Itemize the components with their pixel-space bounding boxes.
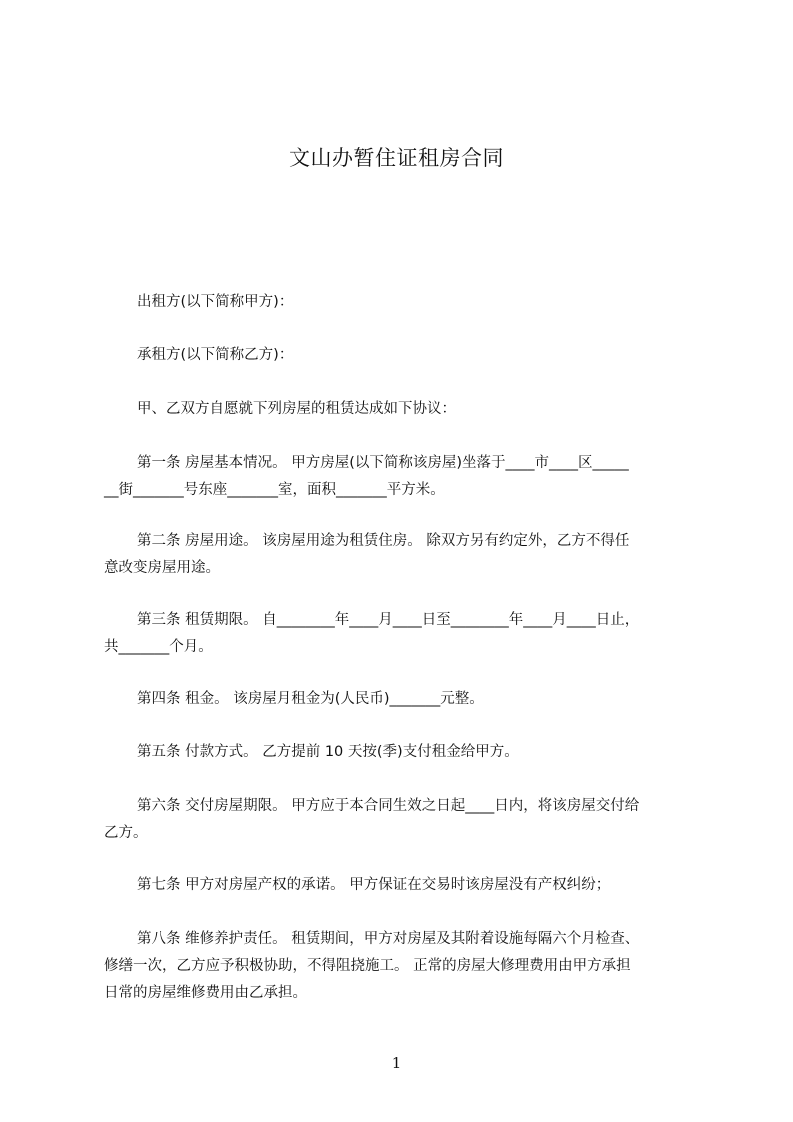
paragraph-lessor	[104, 289, 704, 316]
clause-3-lease-term	[104, 607, 704, 661]
paragraph-line: 第五条 付款方式。 乙方提前 10 天按(季)支付租金给甲方。	[137, 744, 519, 760]
paragraph-line: 意改变房屋用途。	[104, 560, 220, 576]
paragraph-lessee	[104, 342, 704, 369]
page-number: 1	[391, 1054, 402, 1072]
document-title: 文山办暂住证租房合同	[289, 146, 504, 170]
paragraph-line: 共_______个月。	[104, 639, 213, 655]
clause-4-rent	[104, 686, 704, 713]
clause-8-maintenance	[104, 926, 704, 1007]
paragraph-line: 第一条 房屋基本情况。 甲方房屋(以下简称该房屋)坐落于____市____区_____	[137, 455, 629, 471]
paragraph-line: 第二条 房屋用途。 该房屋用途为租赁住房。 除双方另有约定外，乙方不得任	[137, 533, 630, 549]
clause-5-payment	[104, 739, 704, 766]
clause-6-delivery	[104, 793, 704, 847]
paragraph-line: 日常的房屋维修费用由乙承担。	[104, 985, 307, 1001]
paragraph-line: 第七条 甲方对房屋产权的承诺。 甲方保证在交易时该房屋没有产权纠纷；	[137, 877, 611, 893]
paragraph-line: __街_______号东座_______室，面积_______平方米。	[104, 482, 445, 498]
clause-7-ownership	[104, 872, 704, 899]
clause-2-property-use	[104, 528, 704, 582]
paragraph-line: 修缮一次，乙方应予积极协助，不得阻挠施工。 正常的房屋大修理费用由甲方承担	[104, 958, 631, 974]
paragraph-line: 第六条 交付房屋期限。 甲方应于本合同生效之日起____日内，将该房屋交付给	[137, 798, 640, 814]
paragraph-line: 乙方。	[104, 825, 148, 841]
paragraph-line: 第四条 租金。 该房屋月租金为(人民币)_______元整。	[137, 691, 484, 707]
paragraph-line: 承租方(以下简称乙方)：	[137, 347, 294, 363]
clause-1-property-info	[104, 450, 704, 504]
paragraph-line: 第三条 租赁期限。 自________年____月____日至________年____月____日止，	[137, 612, 640, 628]
paragraph-line: 第八条 维修养护责任。 租赁期间，甲方对房屋及其附着设施每隔六个月检查、	[137, 931, 640, 947]
paragraph-agreement	[104, 396, 704, 423]
paragraph-line: 出租方(以下简称甲方)：	[137, 294, 294, 310]
paragraph-line: 甲、乙双方自愿就下列房屋的租赁达成如下协议：	[137, 401, 456, 417]
